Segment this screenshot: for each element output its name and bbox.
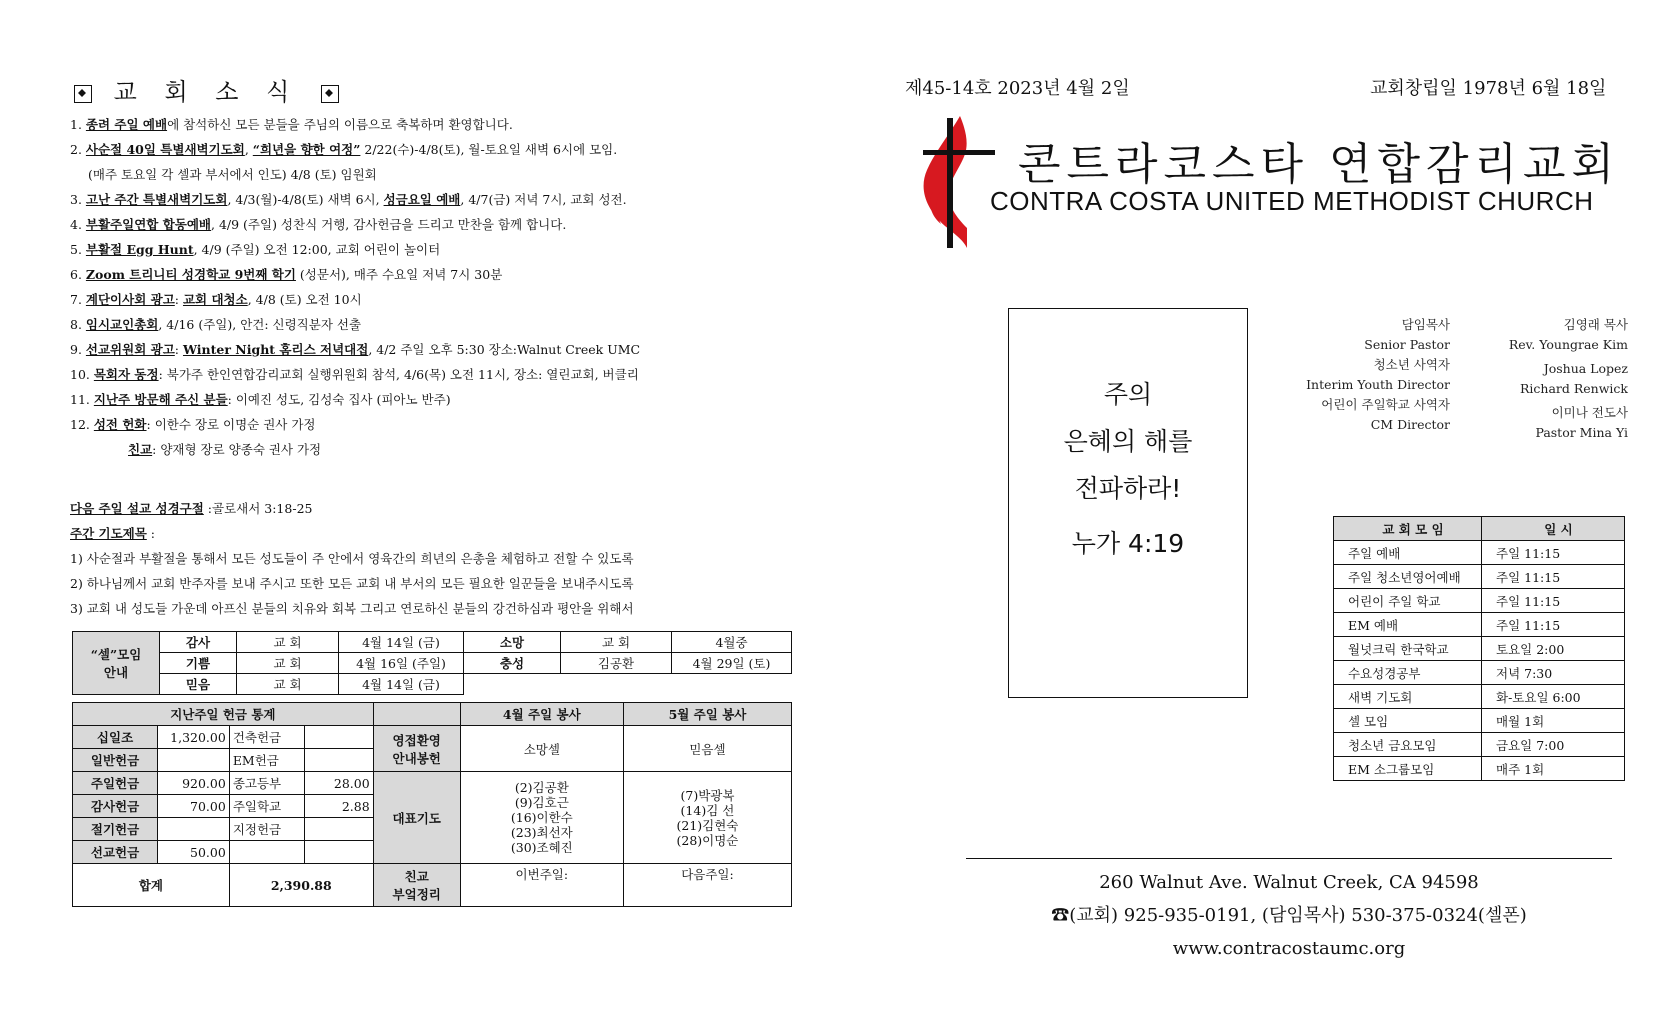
news-item: 10. 목회자 동정: 북가주 한인연합감리교회 실행위원회 참석, 4/6(목) 오전 11시, 장소: 열린교회, 버클리 bbox=[70, 367, 639, 382]
church-name-korean: 콘트라코스타 연합감리교회 bbox=[1018, 139, 1621, 190]
schedule-time: 매월 1회 bbox=[1482, 709, 1625, 733]
offering-total: 2,390.88 bbox=[229, 864, 373, 907]
offering-table: 지난주일 헌금 통계 4월 주일 봉사 5월 주일 봉사 십일조 1,320.00 건축헌금 영접환영 안내봉헌 소망셀 믿음셀 일반헌금 EM헌금 주일헌금 920.00 종고등부 28.00 대표기도 (2)김공환 (9)김호근 (16)이한수 (23)최선자 (30)조혜진 (7)박광복 (14)김 선 (21)김현숙 (28)이명순 감사헌금 70.00 주일학교 2.88 절기헌금 지정헌금 선교헌금 50.00 합계 2,390.88 친교 부엌정리 이번주일: 다음주일: bbox=[72, 702, 792, 907]
schedule-time: 금요일 7:00 bbox=[1482, 733, 1625, 757]
staff-names: 김영래 목사 Rev. Youngrae Kim Joshua Lopez Richard Renwick 이미나 전도사 Pastor Mina Yi bbox=[1508, 317, 1628, 440]
church-address: 260 Walnut Ave. Walnut Creek, CA 94598 bbox=[1099, 872, 1479, 893]
news-item: 5. 부활절 Egg Hunt, 4/9 (주일) 오전 12:00, 교회 어린이 놀이터 bbox=[70, 242, 441, 257]
church-website[interactable]: www.contracostaumc.org bbox=[1172, 938, 1406, 959]
schedule-time: 주일 11:15 bbox=[1482, 589, 1625, 613]
news-item: 3. 고난 주간 특별새벽기도회, 4/3(월)-4/8(토) 새벽 6시, 성금요일 예배, 4/7(금) 저녁 7시, 교회 성전. bbox=[70, 192, 627, 207]
prayer-item: 2) 하나님께서 교회 반주자를 보내 주시고 또한 모든 교회 내 부서의 모든 필요한 일꾼들을 보내주시도록 bbox=[70, 576, 634, 591]
cell-meeting-table: “셀”모임 안내 감사 교 회 4월 14일 (금) 소망 교 회 4월중 기쁨 교 회 4월 16일 (주일) 충성 김공환 4월 29일 (토) 믿음 교 회 4월 14일 (금) bbox=[72, 631, 792, 695]
news-item: 8. 임시교인총회, 4/16 (주일), 안건: 신령직분자 선출 bbox=[70, 317, 362, 332]
issue-number: 제45-14호 2023년 4월 2일 bbox=[905, 78, 1130, 99]
contact-block bbox=[966, 866, 1612, 965]
news-item: 6. Zoom 트리니티 성경학교 9번째 학기 (성문서), 매주 수요일 저녁 7시 30분 bbox=[70, 267, 503, 282]
church-news-list bbox=[70, 112, 790, 462]
news-item-note: (매주 토요일 각 셀과 부서에서 인도) 4/8 (토) 임원회 bbox=[88, 167, 377, 182]
schedule-time: 매주 1회 bbox=[1482, 757, 1625, 781]
schedule-time: 주일 11:15 bbox=[1482, 613, 1625, 637]
church-news-heading bbox=[70, 72, 343, 107]
theme-line: 전파하라! bbox=[1074, 474, 1182, 503]
founded-date: 교회창립일 1978년 6월 18일 bbox=[1370, 78, 1607, 99]
schedule-meeting: 주일 청소년영어예배 bbox=[1334, 565, 1482, 589]
prayer-section bbox=[70, 496, 790, 621]
schedule-meeting: 어린이 주일 학교 bbox=[1334, 589, 1482, 613]
schedule-meeting: 수요성경공부 bbox=[1334, 661, 1482, 685]
schedule-meeting: 새벽 기도회 bbox=[1334, 685, 1482, 709]
prayer-heading: 주간 기도제목 : bbox=[70, 526, 155, 541]
news-item: 11. 지난주 방문해 주신 분들: 이예진 성도, 김성숙 집사 (피아노 반주) bbox=[70, 392, 451, 407]
news-item: 1. 종려 주일 예배에 참석하신 모든 분들을 주님의 이름으로 축복하며 환영합니다. bbox=[70, 117, 513, 132]
schedule-meeting: 청소년 금요모임 bbox=[1334, 733, 1482, 757]
cell-table-head: “셀”모임 안내 bbox=[73, 632, 160, 695]
news-item-note: 친교: 양재형 장로 양종숙 권사 가정 bbox=[128, 442, 322, 457]
schedule-meeting: EM 예배 bbox=[1334, 613, 1482, 637]
theme-verse: 누가 4:19 bbox=[1071, 529, 1185, 558]
schedule-time: 주일 11:15 bbox=[1482, 541, 1625, 565]
schedule-meeting: 주일 예배 bbox=[1334, 541, 1482, 565]
divider bbox=[966, 858, 1612, 859]
schedule-meeting: 셀 모임 bbox=[1334, 709, 1482, 733]
prayer-item: 1) 사순절과 부활절을 통해서 모든 성도들이 주 안에서 영육간의 희년의 은총을 체험하고 전할 수 있도록 bbox=[70, 551, 634, 566]
schedule-meeting: EM 소그룹모임 bbox=[1334, 757, 1482, 781]
news-item: 12. 성전 헌화: 이한수 장로 이명순 권사 가정 bbox=[70, 417, 316, 432]
offering-head: 지난주일 헌금 통계 bbox=[73, 703, 374, 726]
diamond-icon bbox=[74, 85, 92, 103]
schedule-time: 화-토요일 6:00 bbox=[1482, 685, 1625, 709]
theme-box bbox=[1008, 308, 1248, 698]
phone-icon: ☎ bbox=[1051, 905, 1070, 926]
theme-line: 은혜의 해를 bbox=[1063, 427, 1193, 456]
church-news-title: 교 회 소 식 bbox=[113, 78, 300, 106]
news-item: 7. 계단이사회 광고: 교회 대청소, 4/8 (토) 오전 10시 bbox=[70, 292, 362, 307]
schedule-meeting: 월넛크릭 한국학교 bbox=[1334, 637, 1482, 661]
meeting-schedule-table: 교 회 모 임 일 시 주일 예배 주일 11:15 주일 청소년영어예배 주일 11:15 어린이 주일 학교 주일 11:15 EM 예배 주일 11:15 월넛크릭 한국학교 토요일 2:00 수요성경공부 저녁 7:30 새벽 기도회 화-토요일 6:00 셀 모임 매월 1회 청소년 금요모임 금요일 7:00 EM 소그룹모임 매주 1회 bbox=[1333, 516, 1625, 781]
schedule-time: 주일 11:15 bbox=[1482, 565, 1625, 589]
church-phone: ☎(교회) 925-935-0191, (담임목사) 530-375-0324(셀폰) bbox=[1051, 905, 1527, 926]
news-item: 4. 부활주일연합 합동예배, 4/9 (주일) 성찬식 거행, 감사헌금을 드리고 만찬을 함께 합니다. bbox=[70, 217, 567, 232]
offering-total-label: 합계 bbox=[73, 864, 230, 907]
diamond-icon bbox=[321, 85, 339, 103]
cross-and-flame-logo bbox=[905, 108, 1005, 248]
news-item: 9. 선교위원회 광고: Winter Night 홈리스 저녁대접, 4/2 주일 오후 5:30 장소:Walnut Creek UMC bbox=[70, 342, 641, 357]
prayer-item: 3) 교회 내 성도들 가운데 아프신 분들의 치유와 회복 그리고 연로하신 분들의 강건하심과 평안을 위해서 bbox=[70, 601, 634, 616]
news-item: 2. 사순절 40일 특별새벽기도회, “희년을 향한 여정” 2/22(수)-4/8(토), 월-토요일 새벽 6시에 모임. bbox=[70, 142, 618, 157]
staff-titles: 담임목사 Senior Pastor 청소년 사역자 Interim Youth Director 어린이 주일학교 사역자 CM Director bbox=[1306, 317, 1450, 432]
theme-line: 주의 bbox=[1103, 380, 1153, 409]
schedule-time: 토요일 2:00 bbox=[1482, 637, 1625, 661]
sermon-passage: 다음 주일 설교 성경구절 :골로새서 3:18-25 bbox=[70, 501, 313, 516]
schedule-time: 저녁 7:30 bbox=[1482, 661, 1625, 685]
church-name-english: CONTRA COSTA UNITED METHODIST CHURCH bbox=[990, 186, 1594, 216]
